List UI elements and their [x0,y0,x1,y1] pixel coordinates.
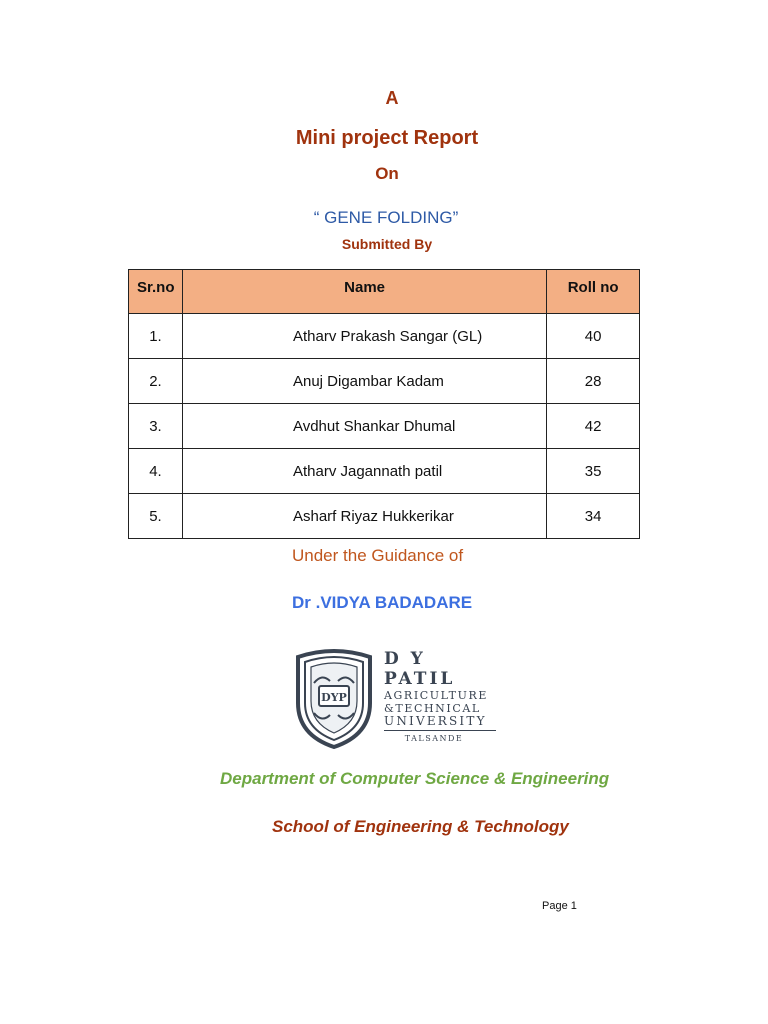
report-title: Mini project Report [295,127,479,149]
column-header-roll: Roll no [547,270,640,314]
cell-roll: 40 [547,314,640,359]
department-name: Department of Computer Science & Engineering [220,769,610,788]
cell-roll: 35 [547,449,640,494]
table-row [129,494,640,539]
university-seal-icon [292,643,376,749]
guidance-label: Under the Guidance of [292,546,464,565]
cell-roll: 28 [547,359,640,404]
cell-roll: 42 [547,404,640,449]
cell-name: Atharv Prakash Sangar (GL) [182,314,546,359]
cell-sr: 3. [129,404,183,449]
cell-name: Avdhut Shankar Dhumal [182,404,546,449]
cell-sr: 1. [129,314,183,359]
members-table [128,269,640,539]
table-row [129,359,640,404]
logo-line-university: UNIVERSITY [384,715,496,731]
cell-name: Atharv Jagannath patil [182,449,546,494]
logo-wordmark [384,649,496,743]
logo-line-dypatil: D Y PATIL [384,649,456,689]
table-row [129,449,640,494]
university-logo [292,643,498,749]
cell-name: Asharf Riyaz Hukkerikar [182,494,546,539]
cell-sr: 2. [129,359,183,404]
column-header-name: Name [182,270,546,314]
logo-line-talsande: TALSANDE [404,734,464,743]
table-row [129,314,640,359]
logo-line-agriculture: AGRICULTURE [384,689,488,702]
cell-sr: 4. [129,449,183,494]
column-header-sr: Sr.no [129,270,183,314]
cell-roll: 34 [547,494,640,539]
heading-a: A [385,88,399,108]
seal-text: DYP [321,691,347,704]
school-name: School of Engineering & Technology [272,817,569,836]
project-name: “ GENE FOLDING” [313,208,459,227]
table-header-row [129,270,640,314]
submitted-by-label: Submitted By [341,236,433,252]
cell-sr: 5. [129,494,183,539]
logo-line-technical: &TECHNICAL [384,702,481,715]
guide-name: Dr .VIDYA BADADARE [292,593,473,612]
cell-name: Anuj Digambar Kadam [182,359,546,404]
table-row [129,404,640,449]
page-number: Page 1 [542,900,577,912]
heading-on: On [375,164,399,183]
